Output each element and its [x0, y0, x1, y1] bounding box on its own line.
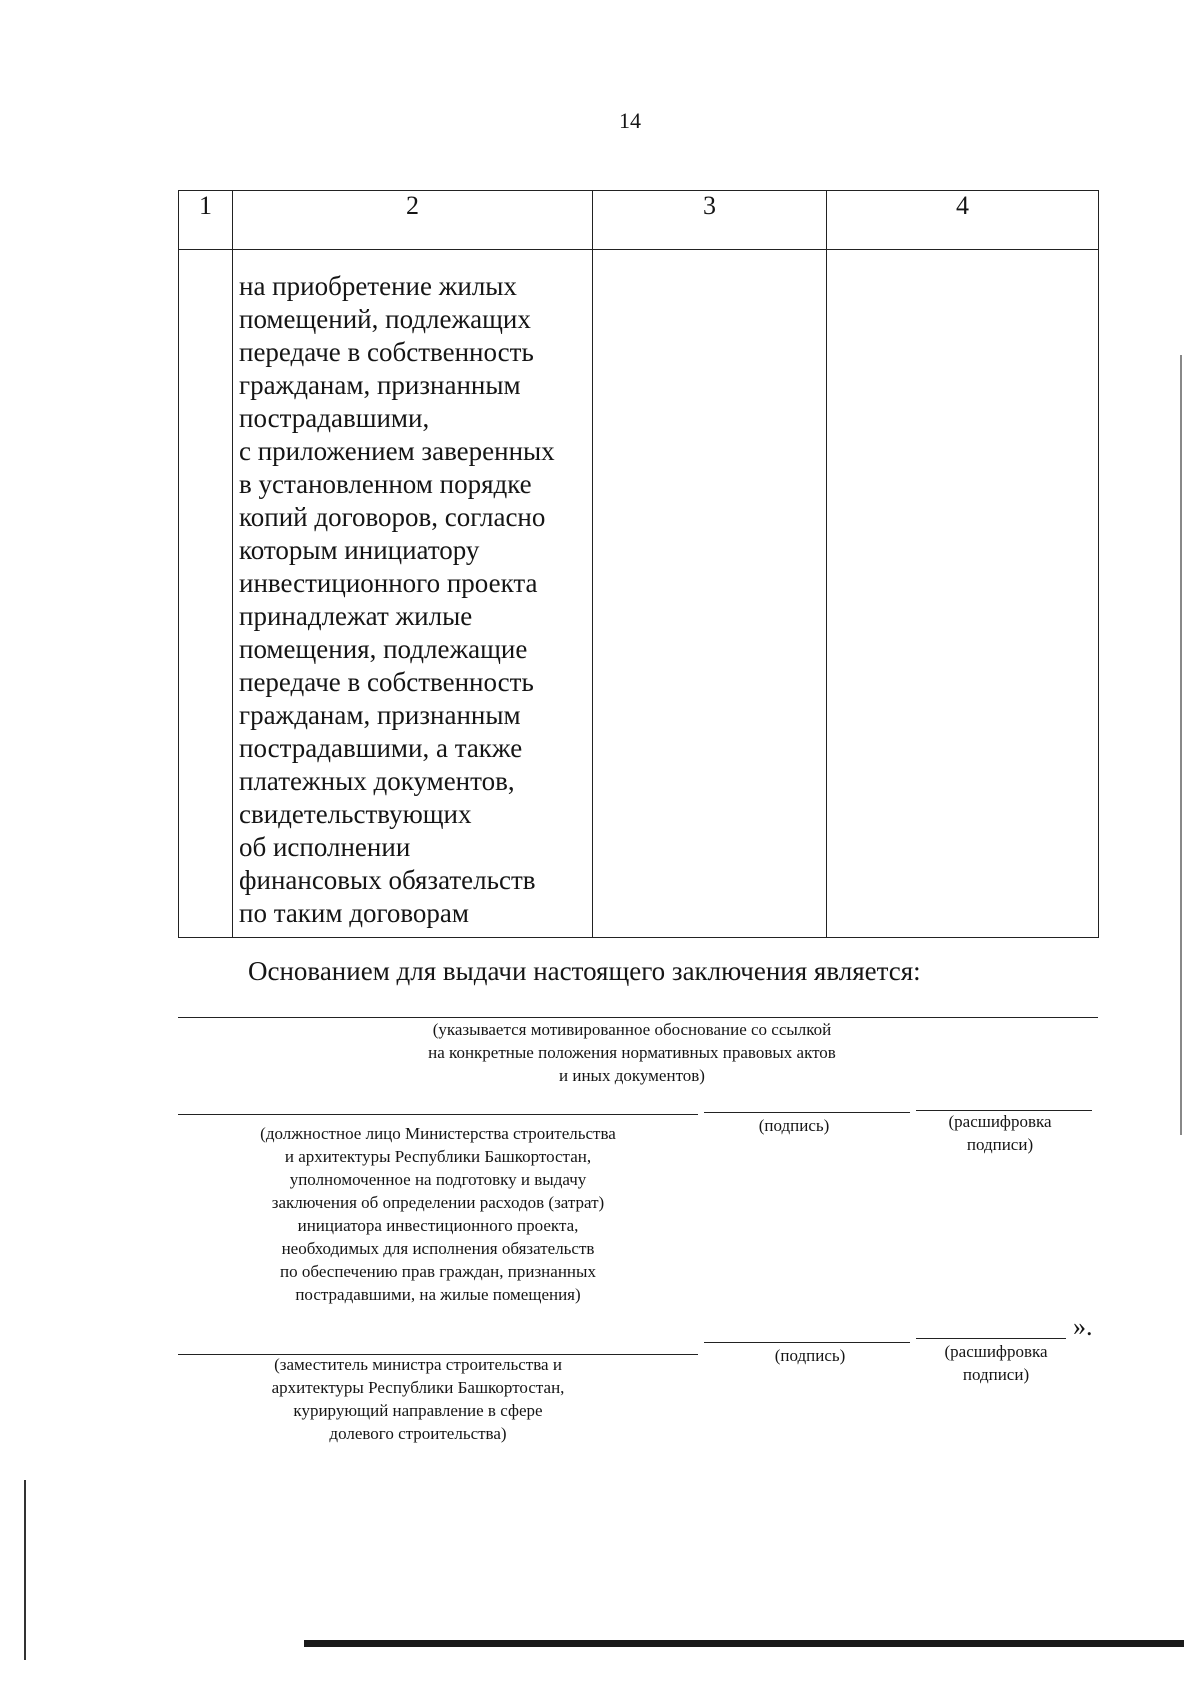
column-number-1: 1: [179, 191, 233, 250]
official-caption-line: необходимых для исполнения обязательств: [281, 1239, 595, 1258]
transcript-caption-line: (расшифровка: [948, 1112, 1052, 1131]
official-caption-line: заключения об определении расходов (затрат): [271, 1193, 605, 1212]
scan-edge-line: [24, 1480, 26, 1660]
table-cell-col3: [593, 250, 827, 938]
cell-text-line: финансовых обязательств: [239, 865, 536, 895]
cell-text-line: гражданам, признанным: [239, 370, 521, 400]
scan-edge-line: [1180, 355, 1182, 1135]
cell-text-line: которым инициатору: [239, 535, 480, 565]
transcript-caption-line: (расшифровка: [944, 1342, 1048, 1361]
cell-text-line: об исполнении: [239, 832, 411, 862]
transcript-line: [916, 1338, 1066, 1339]
basis-caption-line: на конкретные положения нормативных правовых актов: [428, 1043, 836, 1062]
cell-text-line: передаче в собственность: [239, 667, 534, 697]
cell-text-line: платежных документов,: [239, 766, 515, 796]
cell-text-line: пострадавшими, а также: [239, 733, 523, 763]
official-caption-line: уполномоченное на подготовку и выдачу: [289, 1170, 587, 1189]
signature-line: [704, 1342, 910, 1343]
signature-line: [704, 1112, 910, 1113]
transcript-caption-line: подписи): [966, 1135, 1034, 1154]
column-number-2: 2: [233, 191, 593, 250]
cell-text-line: инвестиционного проекта: [239, 568, 538, 598]
transcript-caption: [926, 1340, 1066, 1386]
table-row: [179, 250, 1099, 938]
cell-text-line: в установленном порядке: [239, 469, 532, 499]
deputy-caption-line: курирующий направление в сфере: [293, 1401, 543, 1420]
transcript-caption: [930, 1110, 1070, 1156]
basis-heading: Основанием для выдачи настоящего заключения является:: [248, 956, 921, 986]
cell-text-line: гражданам, признанным: [239, 700, 521, 730]
official-caption: [198, 1122, 678, 1306]
deputy-caption-line: архитектуры Республики Башкортостан,: [271, 1378, 565, 1397]
deputy-caption-line: (заместитель министра строительства и: [274, 1355, 562, 1374]
signature-caption: (подпись): [758, 1116, 830, 1135]
closing-quote-mark: ».: [1073, 1312, 1093, 1341]
table-header-row: [179, 191, 1099, 250]
table-cell-col1: [179, 250, 233, 938]
official-caption-line: инициатора инвестиционного проекта,: [297, 1216, 579, 1235]
cell-text-line: на приобретение жилых: [239, 271, 517, 301]
form-table: [178, 190, 1099, 938]
cell-text-line: принадлежат жилые: [239, 601, 473, 631]
deputy-caption: [228, 1353, 608, 1445]
official-caption-line: (должностное лицо Министерства строительства: [260, 1124, 616, 1143]
cell-text-line: с приложением заверенных: [239, 436, 555, 466]
cell-text-line: помещения, подлежащие: [239, 634, 528, 664]
cell-text-line: помещений, подлежащих: [239, 304, 531, 334]
official-caption-line: пострадавшими, на жилые помещения): [295, 1285, 581, 1304]
deputy-caption-line: долевого строительства): [329, 1424, 507, 1443]
scan-bottom-bar: [304, 1640, 1184, 1647]
cell-text-line: пострадавшими,: [239, 403, 430, 433]
table-cell-col4: [827, 250, 1099, 938]
cell-text-line: копий договоров, согласно: [239, 502, 546, 532]
official-caption-line: и архитектуры Республики Башкортостан,: [284, 1147, 592, 1166]
table-cell-col2: [233, 250, 593, 938]
page-number: 14: [619, 108, 641, 133]
basis-caption: [392, 1018, 872, 1087]
official-caption-line: по обеспечению прав граждан, признанных: [280, 1262, 596, 1281]
basis-caption-line: и иных документов): [559, 1066, 705, 1085]
official-name-line: [178, 1114, 698, 1115]
column-number-4: 4: [827, 191, 1099, 250]
cell-text-line: свидетельствующих: [239, 799, 472, 829]
transcript-caption-line: подписи): [962, 1365, 1030, 1384]
cell-text-line: по таким договорам: [239, 898, 469, 928]
cell-text-line: передаче в собственность: [239, 337, 534, 367]
signature-caption: (подпись): [774, 1346, 846, 1365]
basis-caption-line: (указывается мотивированное обоснование со ссылкой: [432, 1020, 832, 1039]
column-number-3: 3: [593, 191, 827, 250]
